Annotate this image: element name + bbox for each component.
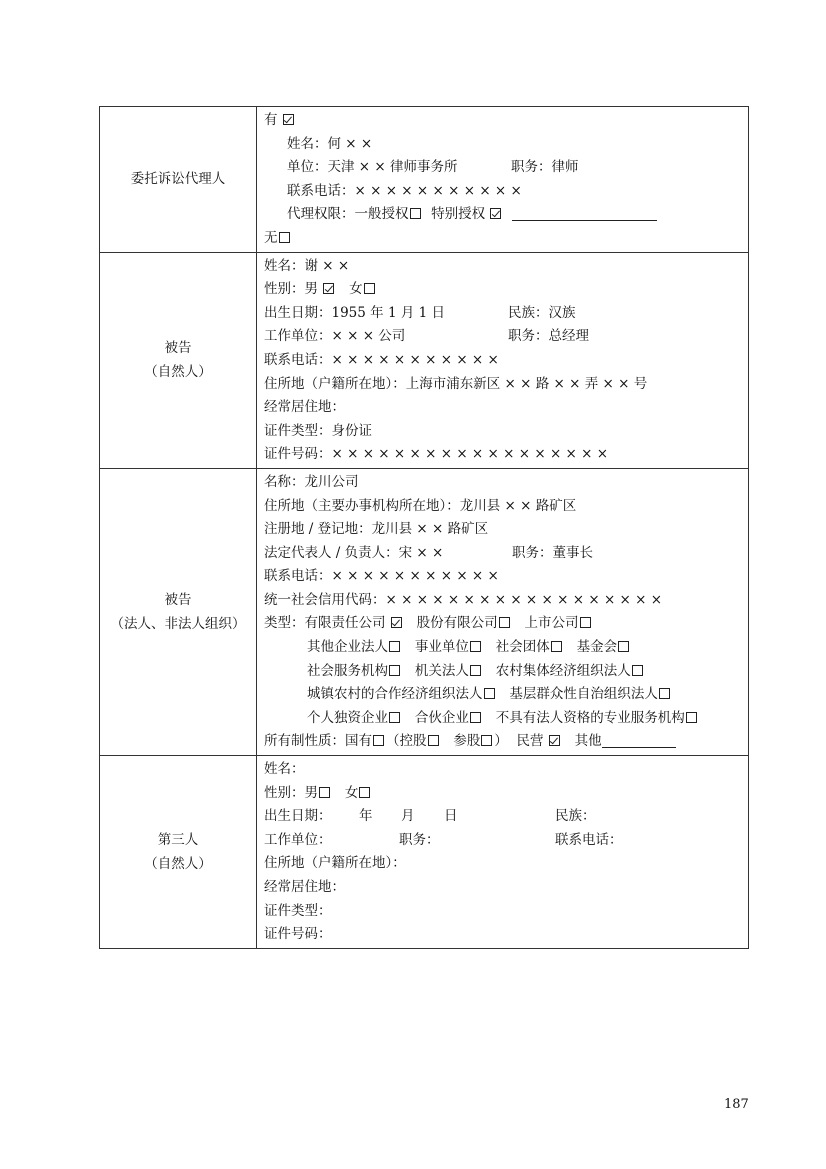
type-government-label: 机关法人 — [414, 662, 469, 679]
title-value: 总经理 — [548, 328, 589, 345]
do-ownership-row — [264, 730, 748, 754]
type-social-service-checkbox[interactable] — [389, 665, 400, 676]
type-joint-stock-checkbox[interactable] — [499, 617, 510, 628]
reg-label: 注册地 / 登记地： — [264, 521, 372, 538]
private-checkbox[interactable] — [549, 735, 560, 746]
type-listed-label: 上市公司 — [524, 615, 579, 632]
residence-label: 经常居住地： — [264, 399, 345, 416]
has-checkbox[interactable] — [283, 114, 294, 125]
address-label: 住所地（主要办事机构所在地）： — [264, 497, 460, 514]
type-sole-proprietorship-checkbox[interactable] — [389, 712, 400, 723]
name-label: 姓名： — [287, 135, 328, 152]
private-label: 民营 — [516, 733, 544, 750]
id-no-label: 证件号码： — [264, 446, 332, 463]
agent-section — [100, 107, 749, 253]
type-institution-label: 事业单位 — [414, 639, 469, 656]
state-owned-label: 国有 — [345, 733, 372, 750]
name-label: 名称： — [264, 473, 305, 490]
section-title: 被告 — [164, 340, 192, 357]
year-label: 年 — [359, 808, 373, 825]
paren-open: （ — [386, 733, 400, 750]
do-type-row-1 — [264, 612, 748, 636]
residence-label: 经常居住地： — [264, 879, 345, 895]
type-partnership-checkbox[interactable] — [470, 712, 481, 723]
type-llc-checkbox[interactable] — [391, 617, 402, 628]
ethnic-label: 民族： — [555, 808, 596, 825]
type-grassroots-label: 基层群众性自治组织法人 — [509, 686, 658, 703]
section-subtitle: （自然人） — [144, 855, 212, 872]
ethnic-label: 民族： — [508, 304, 549, 321]
id-type-label: 证件类型： — [264, 902, 332, 919]
other-blank[interactable] — [602, 732, 676, 748]
holding-label: 控股 — [399, 733, 427, 750]
id-type-value: 身份证 — [331, 422, 372, 439]
address-value: 龙川县 × × 路矿区 — [459, 497, 577, 514]
title-value: 董事长 — [552, 544, 593, 561]
gender-label: 性别： — [264, 281, 305, 298]
special-auth-blank[interactable] — [512, 205, 657, 221]
rep-value: 宋 × × — [398, 544, 444, 561]
work-value: × × × 公司 — [331, 328, 406, 345]
do-name-row — [264, 471, 748, 495]
phone-label: 联系电话： — [264, 351, 332, 368]
do-rep-row — [264, 542, 748, 566]
do-type-row-4 — [264, 683, 748, 707]
defendant-person-label — [100, 252, 257, 468]
type-social-service-label: 社会服务机构 — [307, 662, 388, 679]
agent-name-row — [264, 133, 748, 157]
do-reg-row — [264, 518, 748, 542]
dp-address-row — [264, 373, 748, 397]
type-government-checkbox[interactable] — [470, 665, 481, 676]
case-info-form — [99, 106, 749, 949]
defendant-org-label — [100, 468, 257, 755]
male-label: 男 — [304, 281, 318, 298]
female-checkbox[interactable] — [364, 283, 375, 294]
type-professional-service-label: 不具有法人资格的专业服务机构 — [495, 709, 685, 726]
general-auth-label: 一般授权 — [354, 206, 409, 223]
dp-phone-row — [264, 349, 748, 373]
male-label: 男 — [304, 784, 318, 801]
dp-id-type-row — [264, 420, 748, 444]
dp-gender-row — [264, 278, 748, 302]
reg-value: 龙川县 × × 路矿区 — [371, 521, 489, 538]
address-label: 住所地（户籍所在地）： — [264, 855, 406, 872]
holding-checkbox[interactable] — [428, 735, 439, 746]
phone-label: 联系电话： — [287, 182, 355, 199]
type-foundation-label: 基金会 — [576, 639, 618, 656]
paren-close: ） — [494, 733, 508, 750]
type-other-enterprise-label: 其他企业法人 — [307, 639, 388, 656]
section-title: 第三人 — [157, 831, 199, 848]
name-label: 姓名： — [264, 257, 305, 274]
type-rural-collective-label: 农村集体经济组织法人 — [495, 662, 631, 679]
tp-work-row — [264, 829, 748, 853]
agent-unit-row — [264, 156, 748, 180]
do-address-row — [264, 495, 748, 519]
section-subtitle: （自然人） — [144, 364, 212, 381]
defendant-org-content — [257, 468, 749, 755]
section-title: 被告 — [164, 591, 192, 608]
type-listed-checkbox[interactable] — [580, 617, 591, 628]
agent-phone-row — [264, 180, 748, 204]
work-label: 工作单位： — [264, 328, 332, 345]
third-party-section — [100, 756, 749, 949]
agent-label: 委托诉讼代理人 — [130, 171, 226, 188]
agent-none-row — [264, 227, 748, 251]
type-joint-stock-label: 股份有限公司 — [416, 615, 498, 632]
type-social-group-checkbox[interactable] — [551, 641, 562, 652]
agent-section-label — [100, 107, 257, 253]
gender-label: 性别： — [264, 784, 305, 801]
state-owned-checkbox[interactable] — [373, 735, 384, 746]
type-cooperative-checkbox[interactable] — [484, 688, 495, 699]
dp-name-row — [264, 255, 748, 279]
agent-has-row — [264, 109, 748, 133]
do-type-row-3 — [264, 660, 748, 684]
tp-birth-row — [264, 805, 748, 829]
other-label: 其他 — [574, 733, 602, 750]
defendant-person-content — [257, 252, 749, 468]
id-no-label: 证件号码： — [264, 926, 332, 943]
dp-birth-row — [264, 302, 748, 326]
ownership-label: 所有制性质： — [264, 733, 345, 750]
type-sole-proprietorship-label: 个人独资企业 — [307, 709, 388, 726]
section-subtitle: （法人、非法人组织） — [110, 615, 246, 632]
type-partnership-label: 合伙企业 — [414, 709, 469, 726]
birth-label: 出生日期： — [264, 304, 332, 321]
dp-id-no-row — [264, 443, 748, 467]
name-value: 龙川公司 — [304, 473, 359, 490]
share-checkbox[interactable] — [481, 735, 492, 746]
title-label: 职务： — [508, 328, 549, 345]
do-credit-row — [264, 589, 748, 613]
id-no-value: × × × × × × × × × × × × × × × × × × — [331, 446, 609, 463]
type-professional-service-checkbox[interactable] — [686, 712, 697, 723]
address-value: 上海市浦东新区 × × 路 × × 弄 × × 号 — [405, 375, 648, 392]
type-other-enterprise-checkbox[interactable] — [389, 641, 400, 652]
title-label: 职务： — [399, 831, 440, 848]
defendant-org-section — [100, 468, 749, 755]
defendant-person-section — [100, 252, 749, 468]
name-value: 谢 × × — [304, 257, 350, 274]
share-label: 参股 — [453, 733, 481, 750]
male-checkbox[interactable] — [319, 787, 330, 798]
unit-label: 单位： — [287, 159, 328, 176]
special-auth-checkbox[interactable] — [490, 208, 501, 219]
type-institution-checkbox[interactable] — [470, 641, 481, 652]
title-label: 职务： — [511, 159, 552, 176]
type-llc-label: 有限责任公司 — [304, 615, 386, 632]
month-label: 月 — [401, 808, 415, 825]
type-cooperative-label: 城镇农村的合作经济组织法人 — [307, 686, 483, 703]
tp-residence-row — [264, 876, 748, 900]
male-checkbox[interactable] — [323, 283, 334, 294]
dp-work-row — [264, 325, 748, 349]
phone-value: × × × × × × × × × × × — [331, 351, 499, 368]
type-grassroots-checkbox[interactable] — [659, 688, 670, 699]
agent-section-content — [257, 107, 749, 253]
ethnic-value: 汉族 — [548, 304, 576, 321]
phone-label: 联系电话： — [264, 568, 332, 585]
birth-value: 1955 年 1 月 1 日 — [331, 304, 445, 321]
female-label: 女 — [349, 281, 363, 298]
name-value: 何 × × — [327, 135, 373, 152]
third-party-content — [257, 756, 749, 949]
credit-value: × × × × × × × × × × × × × × × × × × — [385, 591, 663, 608]
type-rural-collective-checkbox[interactable] — [632, 665, 643, 676]
tp-gender-row — [264, 782, 748, 806]
day-label: 日 — [444, 808, 458, 825]
tp-id-no-row — [264, 923, 748, 947]
birth-label: 出生日期： — [264, 808, 332, 825]
phone-value: × × × × × × × × × × × — [331, 568, 499, 585]
do-type-row-2 — [264, 636, 748, 660]
female-label: 女 — [344, 784, 359, 801]
type-label: 类型： — [264, 615, 305, 632]
third-party-label — [100, 756, 257, 949]
has-label: 有 — [264, 112, 278, 128]
tp-address-row — [264, 852, 748, 876]
none-label: 无 — [264, 229, 278, 246]
type-social-group-label: 社会团体 — [495, 639, 550, 656]
phone-value: × × × × × × × × × × × — [354, 182, 522, 199]
name-label: 姓名： — [264, 761, 305, 778]
credit-label: 统一社会信用代码： — [264, 591, 386, 608]
page-number: 187 — [724, 1097, 749, 1112]
tp-id-type-row — [264, 900, 748, 924]
rep-label: 法定代表人 / 负责人： — [264, 544, 399, 561]
general-auth-checkbox[interactable] — [410, 208, 421, 219]
female-checkbox[interactable] — [359, 787, 370, 798]
authority-label: 代理权限： — [287, 206, 355, 223]
id-type-label: 证件类型： — [264, 422, 332, 439]
dp-residence-row — [264, 396, 748, 420]
work-label: 工作单位： — [264, 831, 332, 848]
title-value: 律师 — [551, 159, 579, 176]
tp-name-row — [264, 758, 748, 782]
address-label: 住所地（户籍所在地）： — [264, 375, 406, 392]
type-foundation-checkbox[interactable] — [618, 641, 629, 652]
do-type-row-5 — [264, 707, 748, 731]
agent-authority-row — [264, 203, 748, 227]
special-auth-label: 特别授权 — [431, 206, 486, 223]
title-label: 职务： — [512, 544, 553, 561]
do-phone-row — [264, 565, 748, 589]
none-checkbox[interactable] — [279, 232, 290, 243]
unit-value: 天津 × × 律师事务所 — [327, 159, 458, 176]
phone-label: 联系电话： — [555, 831, 623, 848]
